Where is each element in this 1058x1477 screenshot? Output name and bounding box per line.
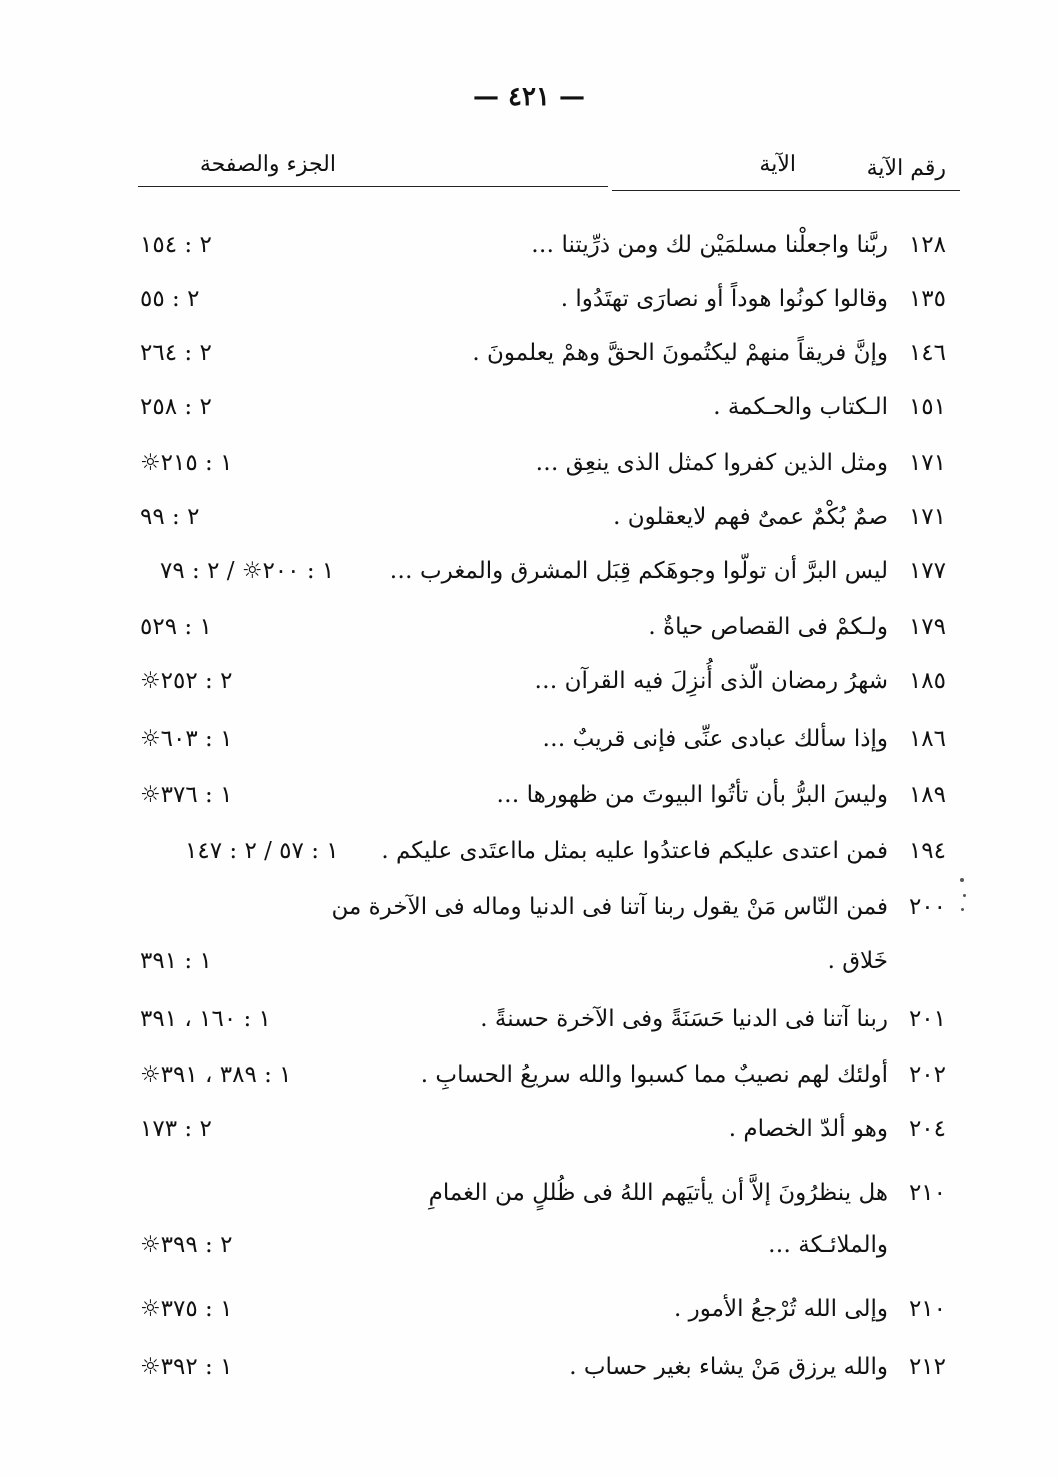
- speck-dot: [963, 894, 966, 897]
- index-entry: [0, 1180, 1058, 1224]
- ayah-number: ١٥١: [908, 394, 946, 420]
- index-entry: [0, 668, 1058, 712]
- volume-page-ref: ٢ : ٩٩: [140, 504, 200, 530]
- index-entry: [0, 450, 1058, 494]
- volume-page-ref: ١ : ٣٨٩ ، ٣٩١☼: [140, 1062, 292, 1088]
- header-volume-page: الجزء والصفحة: [199, 152, 336, 177]
- ayah-number: ٢١٢: [908, 1354, 946, 1380]
- ayah-text: وقالوا كونُوا هوداً أو نصارَى تهتَدُوا .: [560, 286, 888, 312]
- volume-page-ref: ١ : ٢٠٠☼ / ٢ : ٧٩: [160, 558, 335, 584]
- volume-page-ref: ٢ : ٥٥: [140, 286, 200, 312]
- speck-dot: [961, 908, 964, 911]
- ayah-number: ١٧١: [908, 504, 946, 530]
- ayah-number: ٢١٠: [908, 1296, 946, 1322]
- header-rule-right: [612, 190, 960, 191]
- header-ayah: الآية: [759, 152, 796, 177]
- volume-page-ref: ٢ : ١٧٣: [140, 1116, 212, 1142]
- index-entry-continuation: [0, 948, 1058, 992]
- volume-page-ref: ١ : ٣٩٢☼: [140, 1354, 233, 1380]
- ayah-text: والله يرزق مَنْ يشاء بغير حساب .: [569, 1354, 888, 1380]
- ayah-text: ولـكمْ فى القصاص حياةٌ .: [648, 614, 888, 640]
- index-entry: [0, 614, 1058, 658]
- index-entry: [0, 504, 1058, 548]
- volume-page-ref: ١ : ١٦٠ ، ٣٩١: [140, 1006, 271, 1032]
- ayah-number: ١٨٥: [908, 668, 946, 694]
- ayah-number: ١٢٨: [908, 232, 946, 258]
- index-entry: [0, 232, 1058, 276]
- volume-page-ref: ١ : ٥٢٩: [140, 614, 212, 640]
- index-entry: [0, 340, 1058, 384]
- index-entry: [0, 394, 1058, 438]
- volume-page-ref: ١ : ٥٧ / ٢ : ١٤٧: [185, 838, 339, 864]
- volume-page-ref: ١ : ٣٩١: [140, 948, 212, 974]
- ayah-text: خَلاق .: [827, 948, 888, 974]
- ayah-text: شهرُ رمضان الّذى أُنزِلَ فيه القرآن …: [534, 668, 888, 694]
- ayah-text: ربنا آتنا فى الدنيا حَسَنَةً وفى الآخرة حسنةً .: [480, 1006, 888, 1032]
- ayah-number: ١٧١: [908, 450, 946, 476]
- index-entry: [0, 1116, 1058, 1160]
- ayah-text: ربَّنا واجعلْنا مسلمَيْن لك ومن ذرِّيتنا …: [531, 232, 888, 258]
- ayah-text: وهو ألدّ الخصام .: [728, 1116, 888, 1142]
- ayah-text: ومثل الذين كفروا كمثل الذى ينعِق …: [535, 450, 888, 476]
- ayah-number: ١٨٦: [908, 726, 946, 752]
- header-rule-left: [138, 186, 608, 187]
- volume-page-ref: ١ : ٢١٥☼: [140, 450, 233, 476]
- index-entry: [0, 838, 1058, 882]
- ayah-text: هل ينظرُونَ إلاَّ أن يأتيَهم اللهُ فى ظُللٍ من الغمامِ: [428, 1180, 888, 1206]
- page-number: — ٤٢١ —: [472, 82, 586, 112]
- volume-page-ref: ٢ : ٢٥٢☼: [140, 668, 233, 694]
- ayah-text: والملائـكة …: [767, 1232, 888, 1258]
- ayah-text: ليس البرَّ أن تولّوا وجوهَكم قِبَل المشرق والمغرب …: [389, 558, 888, 584]
- index-entry: [0, 286, 1058, 330]
- index-entry-continuation: [0, 1232, 1058, 1276]
- volume-page-ref: ٢ : ٢٥٨: [140, 394, 212, 420]
- ayah-text: أولئك لهم نصيبٌ مما كسبوا والله سريعُ الحسابِ .: [420, 1062, 888, 1088]
- column-header-row: [0, 150, 1058, 190]
- volume-page-ref: ١ : ٣٧٥☼: [140, 1296, 233, 1322]
- ayah-text: وإذا سألك عبادى عنِّى فإنى قريبٌ …: [542, 726, 888, 752]
- index-entry: [0, 726, 1058, 770]
- index-entry: [0, 1296, 1058, 1340]
- ayah-number: ١٨٩: [908, 782, 946, 808]
- ayah-text: فمن النّاس مَنْ يقول ربنا آتنا فى الدنيا وماله فى الآخرة من: [331, 894, 888, 920]
- index-entry: [0, 558, 1058, 602]
- volume-page-ref: ١ : ٦٠٣☼: [140, 726, 233, 752]
- ayah-text: وليسَ البرُّ بأن تأتُوا البيوتَ من ظهورها …: [496, 782, 888, 808]
- ayah-text: صمٌ بُكْمٌ عمىٌ فهم لايعقلون .: [613, 504, 888, 530]
- ayah-text: وإنَّ فريقاً منهمْ ليكتُمونَ الحقَّ وهمْ يعلمونَ .: [472, 340, 888, 366]
- ayah-number: ٢٠١: [908, 1006, 946, 1032]
- ayah-number: ١٧٩: [908, 614, 946, 640]
- ayah-number: ٢١٠: [908, 1180, 946, 1206]
- ayah-number: ٢٠٢: [908, 1062, 946, 1088]
- ayah-number: ١٤٦: [908, 340, 946, 366]
- volume-page-ref: ١ : ٣٧٦☼: [140, 782, 233, 808]
- ayah-number: ٢٠٤: [908, 1116, 946, 1142]
- ayah-number: ١٩٤: [908, 838, 946, 864]
- speck-dot: [960, 878, 964, 882]
- ayah-text: وإلى الله تُرْجعُ الأمور .: [674, 1296, 888, 1322]
- volume-page-ref: ٢ : ٣٩٩☼: [140, 1232, 233, 1258]
- ayah-number: ١٣٥: [908, 286, 946, 312]
- ayah-text: فمن اعتدى عليكم فاعتدُوا عليه بمثل مااعتَدى عليكم .: [381, 838, 888, 864]
- volume-page-ref: ٢ : ٢٦٤: [140, 340, 212, 366]
- index-entry: [0, 782, 1058, 826]
- index-entry: [0, 1062, 1058, 1106]
- volume-page-ref: ٢ : ١٥٤: [140, 232, 212, 258]
- margin-speck: [960, 878, 968, 918]
- index-entry: [0, 894, 1058, 938]
- ayah-number: ٢٠٠: [908, 894, 946, 920]
- index-entry: [0, 1006, 1058, 1050]
- index-entry: [0, 1354, 1058, 1398]
- ayah-number: ١٧٧: [908, 558, 946, 584]
- ayah-text: الـكتاب والحـكمة .: [713, 394, 888, 420]
- header-ayah-number: رقم الآية: [866, 156, 946, 181]
